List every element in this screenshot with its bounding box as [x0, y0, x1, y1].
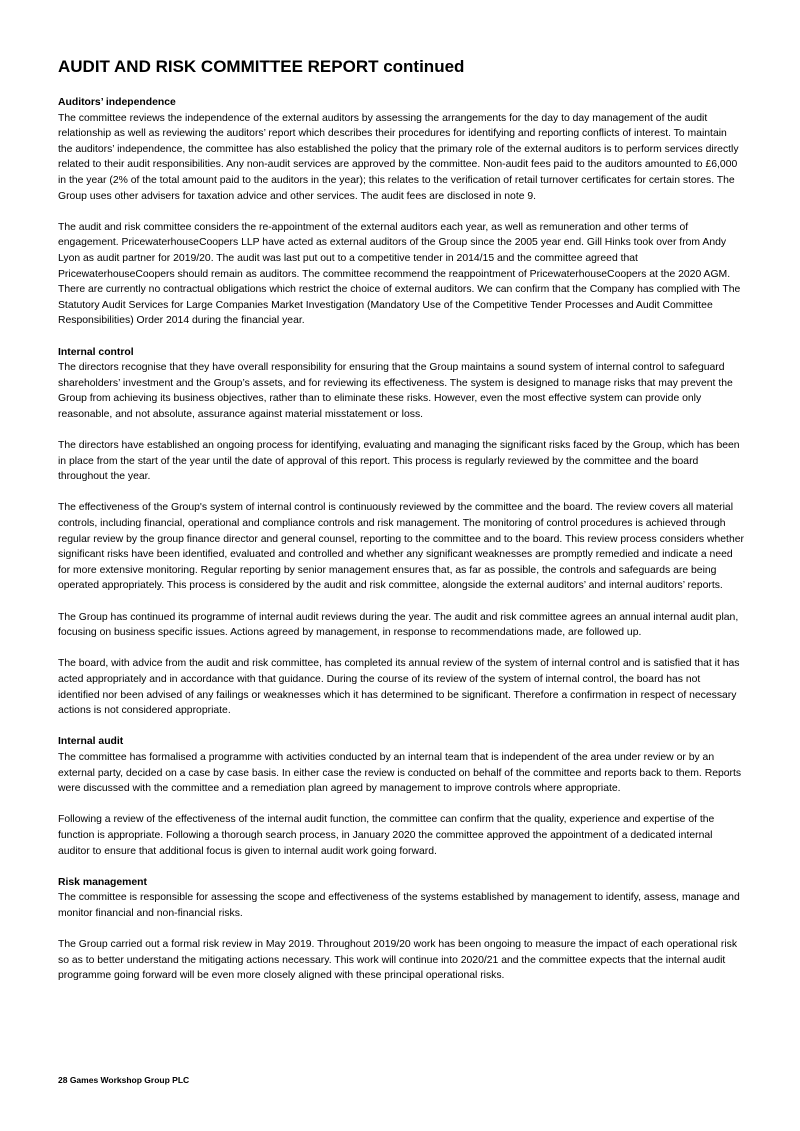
section-internal-audit — [58, 734, 744, 859]
section-internal-control — [58, 345, 744, 719]
paragraph: The committee has formalised a programme with activities conducted by an internal team that is independent of the area under review or by an external party, decided on a case by case basis. In either case the review is conducted on behalf of the committee and reports back to them. Reports were discussed with the committee and a remediation plan agreed by management to improve controls where appropriate. — [58, 751, 742, 795]
paragraph: Following a review of the effectiveness of the internal audit function, the committee can confirm that the quality, experience and expertise of the function is appropriate. Following a thorough search process, in January 2020 the committee approved the appointment of a dedicated internal auditor to ensure that additional focus is given to internal audit work going forward. — [58, 814, 715, 857]
section-auditors-independence — [58, 95, 744, 329]
paragraph: The directors recognise that they have overall responsibility for ensuring that the Group maintains a sound system of internal control to safeguard shareholders’ investment and the Group’s assets, and for reviewing its effectiveness. The system is designed to manage risks that may prevent the Group from achieving its business objectives, rather than to eliminate these risks. However, even the most effective system can provide only reasonable, and not absolute, assurance against material misstatement or loss. — [58, 362, 733, 420]
paragraph: The Group has continued its programme of internal audit reviews during the year. The audit and risk committee agrees an annual internal audit plan, focusing on business specific issues. Actions agreed by management, in response to recommendations made, are followed up. — [58, 611, 739, 639]
paragraph: The board, with advice from the audit and risk committee, has completed its annual review of the system of internal control and is satisfied that it has acted appropriately and in accordance with that guidance. During the course of its review of the system of internal control, the board has not identified nor been advised of any failings or weaknesses which it has determined to be significant. Therefore a confirmation in respect of necessary actions is not considered appropriate. — [58, 658, 740, 717]
section-risk-management — [58, 875, 744, 984]
section-heading: Auditors’ independence — [58, 97, 176, 108]
page-footer: 28 Games Workshop Group PLC — [58, 1075, 190, 1085]
section-heading: Internal control — [58, 346, 134, 358]
paragraph: The Group carried out a formal risk review in May 2019. Throughout 2019/20 work has been ongoing to measure the impact of each operational risk so as to better understand the mitigating actions necessary. This work will continue into 2020/21 and the committee expects that the internal audit programme going forward will be even more closely aligned with these principal operational risks. — [58, 939, 738, 982]
paragraph: The directors have established an ongoing process for identifying, evaluating and managing the significant risks faced by the Group, which has been in place from the start of the year until the date of approval of this report. This process is regularly reviewed by the committee and the board throughout the year. — [58, 440, 740, 483]
paragraph: The committee reviews the independence of the external auditors by assessing the arrangements for the day to day management of the audit relationship as well as reviewing the auditors’ report which describes their procedures for identifying and reporting conflicts of interest. To maintain the auditors’ independence, the committee has also established the policy that the primary role of the external auditors is to perform services directly related to their audit responsibilities. Any non-audit services are approved by the committee. Non-audit fees paid to the auditors amounted to £6,000 in the year (2% of the total amount paid to the auditors in the year); this relates to the verification of retail turnover certificates for certain stores. The Group uses other advisers for taxation advice and other services. The audit fees are disclosed in note 9. — [58, 112, 739, 202]
section-heading: Internal audit — [58, 736, 124, 748]
report-page — [58, 56, 744, 999]
paragraph: The committee is responsible for assessing the scope and effectiveness of the systems established by management to identify, assess, manage and monitor financial and non-financial risks. — [58, 892, 740, 919]
page-title: AUDIT AND RISK COMMITTEE REPORT continued — [58, 57, 465, 76]
section-heading: Risk management — [58, 876, 147, 888]
paragraph: The effectiveness of the Group's system of internal control is continuously reviewed by the committee and the board. The review covers all material controls, including financial, operational and compliance controls and risk management. The monitoring of control procedures is achieved through regular review by the group finance director and general counsel, reporting to the committee and to the board. This review process considers whether significant risks have been identified, evaluated and controlled and whether any significant weaknesses are promptly remedied and indicate a need for more extensive monitoring. Regular reporting by senior management ensures that, as far as possible, the controls and safeguards are being operated appropriately. This process is considered by the audit and risk committee, alongside the external auditors’ and internal auditors’ reports. — [58, 502, 744, 592]
paragraph: The audit and risk committee considers the re-appointment of the external auditors each year, as well as remuneration and other terms of engagement. PricewaterhouseCoopers LLP have acted as external auditors of the Group since the 2005 year end. Gill Hinks took over from Andy Lyon as audit partner for 2019/20. The audit was last put out to a competitive tender in 2014/15 and the committee agreed that PricewaterhouseCoopers should remain as auditors. The committee recommend the reappointment of PricewaterhouseCoopers at the 2020 AGM. There are currently no contractual obligations which restrict the choice of external auditors. We can confirm that the Company has complied with The Statutory Audit Services for Large Companies Market Investigation (Mandatory Use of the Competitive Tender Processes and Audit Committee Responsibilities) Order 2014 during the financial year. — [58, 221, 741, 327]
